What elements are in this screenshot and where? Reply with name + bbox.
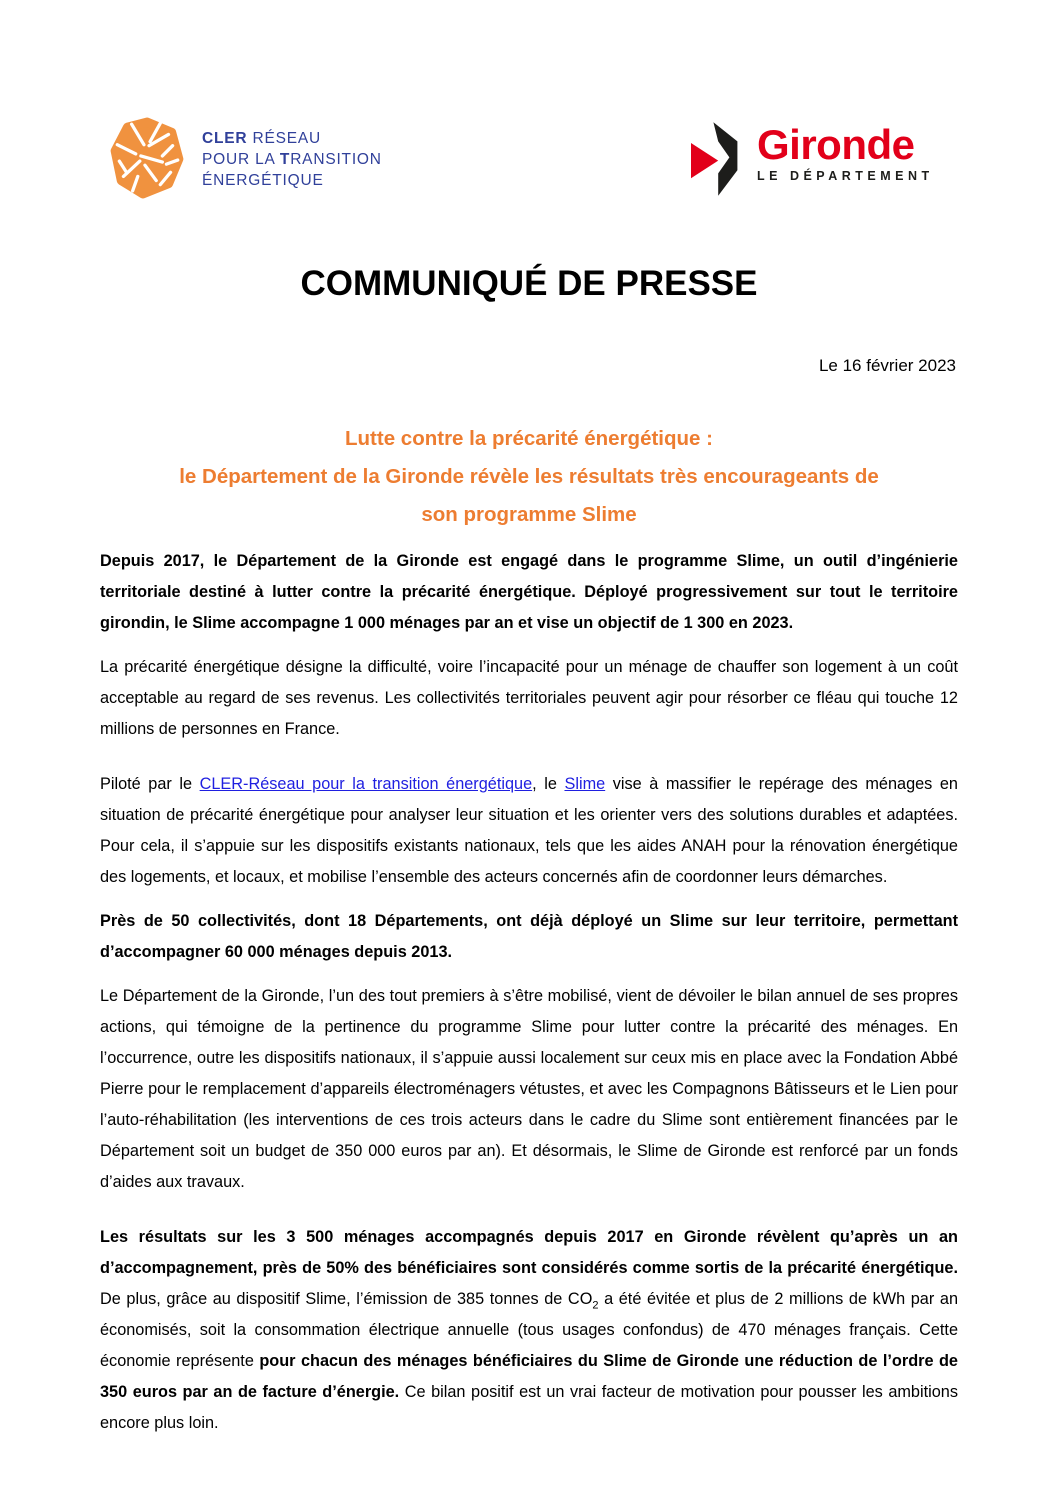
results-bold-lead: Les résultats sur les 3 500 ménages accompagnés depuis 2017 en Gironde révèlent qu’après un an d’accompagnement, près de 50% des bénéficiaires sont considérés comme sortis de la précarité énergétique.: [100, 1228, 958, 1277]
text-segment: Ce bilan positif est un vrai facteur de motivation pour pousser les ambitions encore plus loin.: [100, 1383, 958, 1432]
co2-subscript: 2: [592, 1299, 599, 1312]
link-slime[interactable]: Slime: [564, 775, 606, 793]
headline-line-2: le Département de la Gironde révèle les résultats très encourageants de: [179, 465, 879, 488]
gironde-logo-text: [757, 121, 934, 183]
cler-logo: [110, 116, 382, 200]
gironde-logo: [683, 118, 934, 200]
headline-line-1: Lutte contre la précarité énergétique :: [345, 427, 713, 450]
cler-logo-text: [202, 128, 382, 191]
paragraph-intro: Depuis 2017, le Département de la Gironde est engagé dans le programme Slime, un outil d’ingénierie territoriale destiné à lutter contre la précarité énergétique. Déployé progressivement sur tout le territoire girondin, le Slime accompagne 1 000 ménages par an et vise un objectif de 1 300 en 2023.: [100, 552, 958, 632]
cler-logo-line1: CLER RÉSEAU: [202, 130, 322, 147]
headline: [60, 420, 998, 534]
date-line: Le 16 février 2023: [818, 356, 956, 375]
body-text: [100, 546, 958, 1452]
text-segment: Piloté par le: [100, 775, 200, 793]
text-segment: a été évitée et plus de 2 millions de kWh par an économisés, soit la consommation électrique annuelle (tous usages confondus) de 470 ménages français. Cette économie représente: [100, 1290, 958, 1370]
paragraph-pilotage: [100, 769, 958, 893]
gironde-logo-name: Gironde: [757, 121, 915, 168]
text-segment: , le: [532, 775, 565, 793]
text-segment: De plus, grâce au dispositif Slime, l’émission de 385 tonnes de CO: [100, 1290, 593, 1308]
page-title: COMMUNIQUÉ DE PRESSE: [300, 264, 758, 303]
gironde-chevron-icon: [683, 118, 747, 200]
text-segment: vise à massifier le repérage des ménages en situation de précarité énergétique pour analyser leur situation et les orienter vers des solutions durables et adaptées. Pour cela, il s’appuie sur les dispositifs existants nationaux, tels que les aides ANAH pour la rénovation énergétique des logements, et locaux, et mobilise l’ensemble des acteurs concernés afin de coordonner leurs démarches.: [100, 775, 958, 886]
paragraph-collectivites: Près de 50 collectivités, dont 18 Départements, ont déjà déployé un Slime sur leur territoire, permettant d’accompagner 60 000 ménages depuis 2013.: [100, 912, 958, 961]
cler-network-globe-icon: [110, 116, 184, 200]
results-bold-savings: pour chacun des ménages bénéficiaires du Slime de Gironde une réduction de l’ordre de 350 euros par an de facture d’énergie.: [100, 1352, 958, 1401]
cler-logo-line2: POUR LA TRANSITION: [202, 151, 382, 168]
cler-logo-line3: ÉNERGÉTIQUE: [202, 172, 324, 189]
paragraph-results: [100, 1222, 958, 1439]
paragraph-definition: La précarité énergétique désigne la difficulté, voire l’incapacité pour un ménage de chauffer son logement à un coût acceptable au regard de ses revenus. Les collectivités territoriales peuvent agir pour résorber ce fléau qui touche 12 millions de personnes en France.: [100, 658, 958, 738]
link-cler-reseau[interactable]: CLER-Réseau pour la transition énergétique: [199, 775, 533, 793]
paragraph-bilan: Le Département de la Gironde, l’un des tout premiers à s’être mobilisé, vient de dévoiler le bilan annuel de ses propres actions, qui témoigne de la pertinence du programme Slime pour lutter contre la précarité des ménages. En l’occurrence, outre les dispositifs nationaux, il s’appuie aussi localement sur ceux mis en place avec la Fondation Abbé Pierre pour le remplacement d’appareils électroménagers vétustes, et avec les Compagnons Bâtisseurs et le Lien pour l’auto-réhabilitation (les interventions de ces trois acteurs dans le cadre du Slime sont entièrement financées par le Département soit un budget de 350 000 euros par an). Et désormais, le Slime de Gironde est renforcé par un fonds d’aides aux travaux.: [100, 987, 958, 1191]
headline-line-3: son programme Slime: [421, 503, 637, 526]
gironde-logo-subtitle: LE DÉPARTEMENT: [757, 169, 934, 183]
